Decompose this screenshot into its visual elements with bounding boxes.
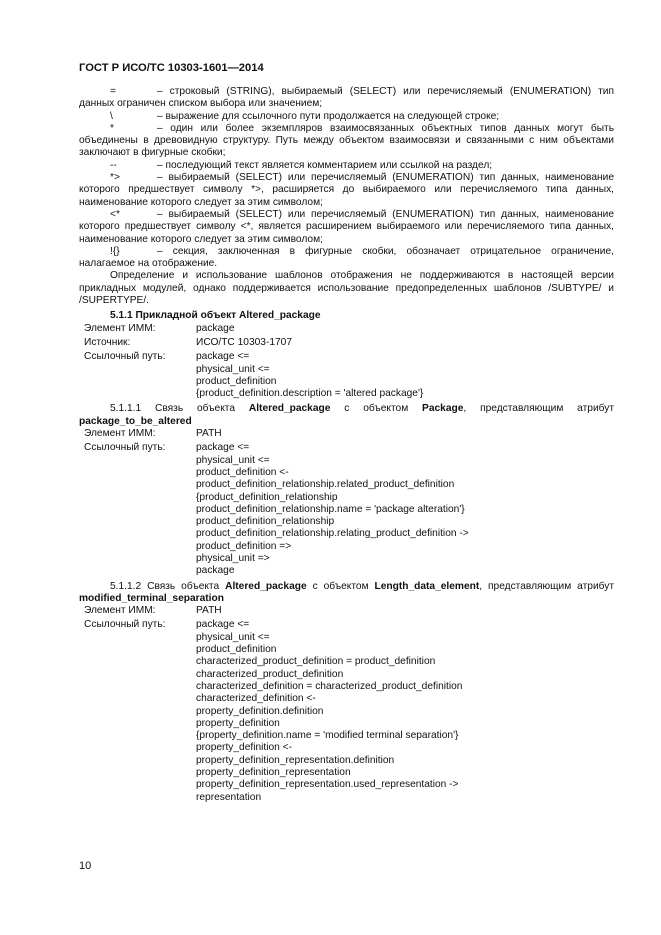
attr-key: Ссылочный путь: xyxy=(84,351,166,363)
title-object: Altered_package xyxy=(225,580,307,592)
title-object: Package xyxy=(422,403,464,415)
title-text: с объектом xyxy=(306,580,375,592)
attr-row-element xyxy=(79,323,614,335)
section-5-1-1-attributes xyxy=(79,323,614,401)
title-attribute: modified_terminal_separation xyxy=(79,592,224,604)
definition-text: – выбираемый (SELECT) или перечисляемый (ENUMERATION) тип данных, наименование которого предшествует символу <*, является расширением выбираемого или перечисляемого типа данных, наименование которого следует за этим символом; xyxy=(79,208,614,245)
attr-row-source xyxy=(79,337,614,349)
definition-item xyxy=(79,86,614,111)
section-5-1-1-2-attributes xyxy=(79,605,614,804)
page-body xyxy=(79,86,614,804)
definition-text: – секция, заключенная в фигурные скобки, обозначает отрицательное ограничение, налагаемое на отображение. xyxy=(79,245,614,270)
attr-line: product_definition_relationship xyxy=(196,516,335,528)
attr-key: Элемент ИММ: xyxy=(84,322,156,334)
definition-symbol: !{} xyxy=(110,245,120,257)
attr-line: characterized_definition = characterized_product_definition xyxy=(196,680,463,692)
title-text: с объектом xyxy=(330,403,423,415)
definition-symbol: <* xyxy=(110,208,120,220)
attr-line: characterized_product_definition xyxy=(196,668,344,680)
attr-row-reference-path xyxy=(79,351,614,400)
attr-line: {product_definition.description = 'altered package'} xyxy=(196,388,424,400)
attr-line: package <= xyxy=(196,619,250,631)
definition-text: – один или более экземпляров взаимосвязанных объектных типов данных могут быть объединены в древовидную структуру. Путь между объектом взаимосвязи и связанными с ним объектами заключают в фигурные скобки; xyxy=(79,122,614,159)
attr-row-reference-path xyxy=(79,619,614,803)
section-number: 5.1.1.2 xyxy=(110,580,142,592)
attr-line: product_definition => xyxy=(196,540,292,552)
definition-symbol: \ xyxy=(110,110,113,122)
attr-key: Элемент ИММ: xyxy=(84,605,156,617)
attr-value xyxy=(196,323,614,335)
intro-paragraph: Определение и использование шаблонов отображения не поддерживаются в настоящей версии прикладных модулей, однако поддерживается использование предопределенных шаблонов /SUBTYPE/ и /SUPERTYPE/. xyxy=(79,270,614,307)
definition-text: – строковый (STRING), выбираемый (SELECT) или перечисляемый (ENUMERATION) тип данных ограничен списком выбора или значением; xyxy=(79,86,614,110)
definition-item xyxy=(79,246,614,271)
attr-line: property_definition_representation xyxy=(196,767,351,779)
section-5-1-1-1-attributes xyxy=(79,428,614,578)
definition-item xyxy=(79,209,614,246)
attr-key: Элемент ИММ: xyxy=(84,428,156,440)
definition-item xyxy=(79,111,614,123)
attr-line: product_definition_relationship.relating_product_definition -> xyxy=(196,528,469,540)
attr-line: property_definition_representation.used_representation -> xyxy=(196,779,459,791)
title-object: Altered_package xyxy=(248,403,331,415)
attr-line: {product_definition_relationship xyxy=(196,491,338,503)
attr-line: characterized_product_definition = product_definition xyxy=(196,656,436,668)
attr-line: product_definition_relationship.related_product_definition xyxy=(196,479,455,491)
title-text: Связь объекта xyxy=(141,403,249,415)
attr-line: product_definition_relationship.name = 'package alteration'} xyxy=(196,503,465,515)
definition-text: – выражение для ссылочного пути продолжается на следующей строке; xyxy=(157,110,500,122)
attr-row-element xyxy=(79,428,614,440)
definition-item xyxy=(79,160,614,172)
attr-line: package <= xyxy=(196,442,250,454)
attr-row-reference-path xyxy=(79,442,614,577)
title-attribute: package_to_be_altered xyxy=(79,415,192,427)
attr-line: physical_unit <= xyxy=(196,363,270,375)
definition-item xyxy=(79,172,614,209)
attr-value xyxy=(196,442,614,577)
definition-symbol: * xyxy=(110,122,114,134)
attr-value xyxy=(196,337,614,349)
attr-line: package xyxy=(196,565,235,577)
page-header-title: ГОСТ Р ИСО/ТС 10303-1601—2014 xyxy=(79,62,264,74)
attr-line: physical_unit => xyxy=(196,552,270,564)
section-number: 5.1.1.1 xyxy=(110,403,142,415)
attr-value xyxy=(196,351,614,400)
attr-line: ИСО/ТС 10303-1707 xyxy=(196,336,293,348)
page-number: 10 xyxy=(79,860,92,872)
attr-line: PATH xyxy=(196,428,222,440)
section-5-1-1-1-title xyxy=(79,403,614,428)
attr-line: package <= xyxy=(196,351,250,363)
attr-key: Источник: xyxy=(84,336,131,348)
definition-symbol: *> xyxy=(110,172,120,184)
definitions-list xyxy=(79,86,614,270)
section-5-1-1-heading: 5.1.1 Прикладной объект Altered_package xyxy=(110,310,321,322)
attr-line: property_definition xyxy=(196,717,280,729)
attr-line: physical_unit <= xyxy=(196,454,270,466)
title-object: Length_data_element xyxy=(374,580,480,592)
attr-value xyxy=(196,428,614,440)
attr-key: Ссылочный путь: xyxy=(84,619,166,631)
attr-line: characterized_definition <- xyxy=(196,693,316,705)
attr-line: package xyxy=(196,322,235,334)
definition-text: – выбираемый (SELECT) или перечисляемый (ENUMERATION) тип данных, наименование которого предшествует символу *>, расширяется до выбираемого или перечисляемого типа данных, наименование которого следует за этим символом; xyxy=(79,172,614,208)
section-5-1-1-2-title xyxy=(79,581,614,606)
attr-key: Ссылочный путь: xyxy=(84,442,166,454)
attr-value xyxy=(196,605,614,617)
attr-line: physical_unit <= xyxy=(196,631,270,643)
definition-item xyxy=(79,123,614,160)
attr-line: product_definition <- xyxy=(196,466,289,478)
attr-line: {property_definition.name = 'modified terminal separation'} xyxy=(196,730,459,742)
attr-line: property_definition_representation.definition xyxy=(196,754,395,766)
definition-symbol: = xyxy=(110,86,116,97)
definition-symbol: -- xyxy=(110,159,117,171)
title-text: , представляющим атрибут xyxy=(479,580,615,592)
attr-line: product_definition xyxy=(196,375,277,387)
attr-line: product_definition xyxy=(196,644,277,656)
attr-line: property_definition <- xyxy=(196,742,292,754)
attr-line: property_definition.definition xyxy=(196,705,324,717)
title-text: Связь объекта xyxy=(141,580,226,592)
attr-row-element xyxy=(79,605,614,617)
definition-text: – последующий текст является комментарием или ссылкой на раздел; xyxy=(157,159,493,171)
attr-line: representation xyxy=(196,791,262,803)
attr-line: PATH xyxy=(196,605,222,617)
title-text: , представляющим атрибут xyxy=(463,403,615,415)
attr-value xyxy=(196,619,614,803)
